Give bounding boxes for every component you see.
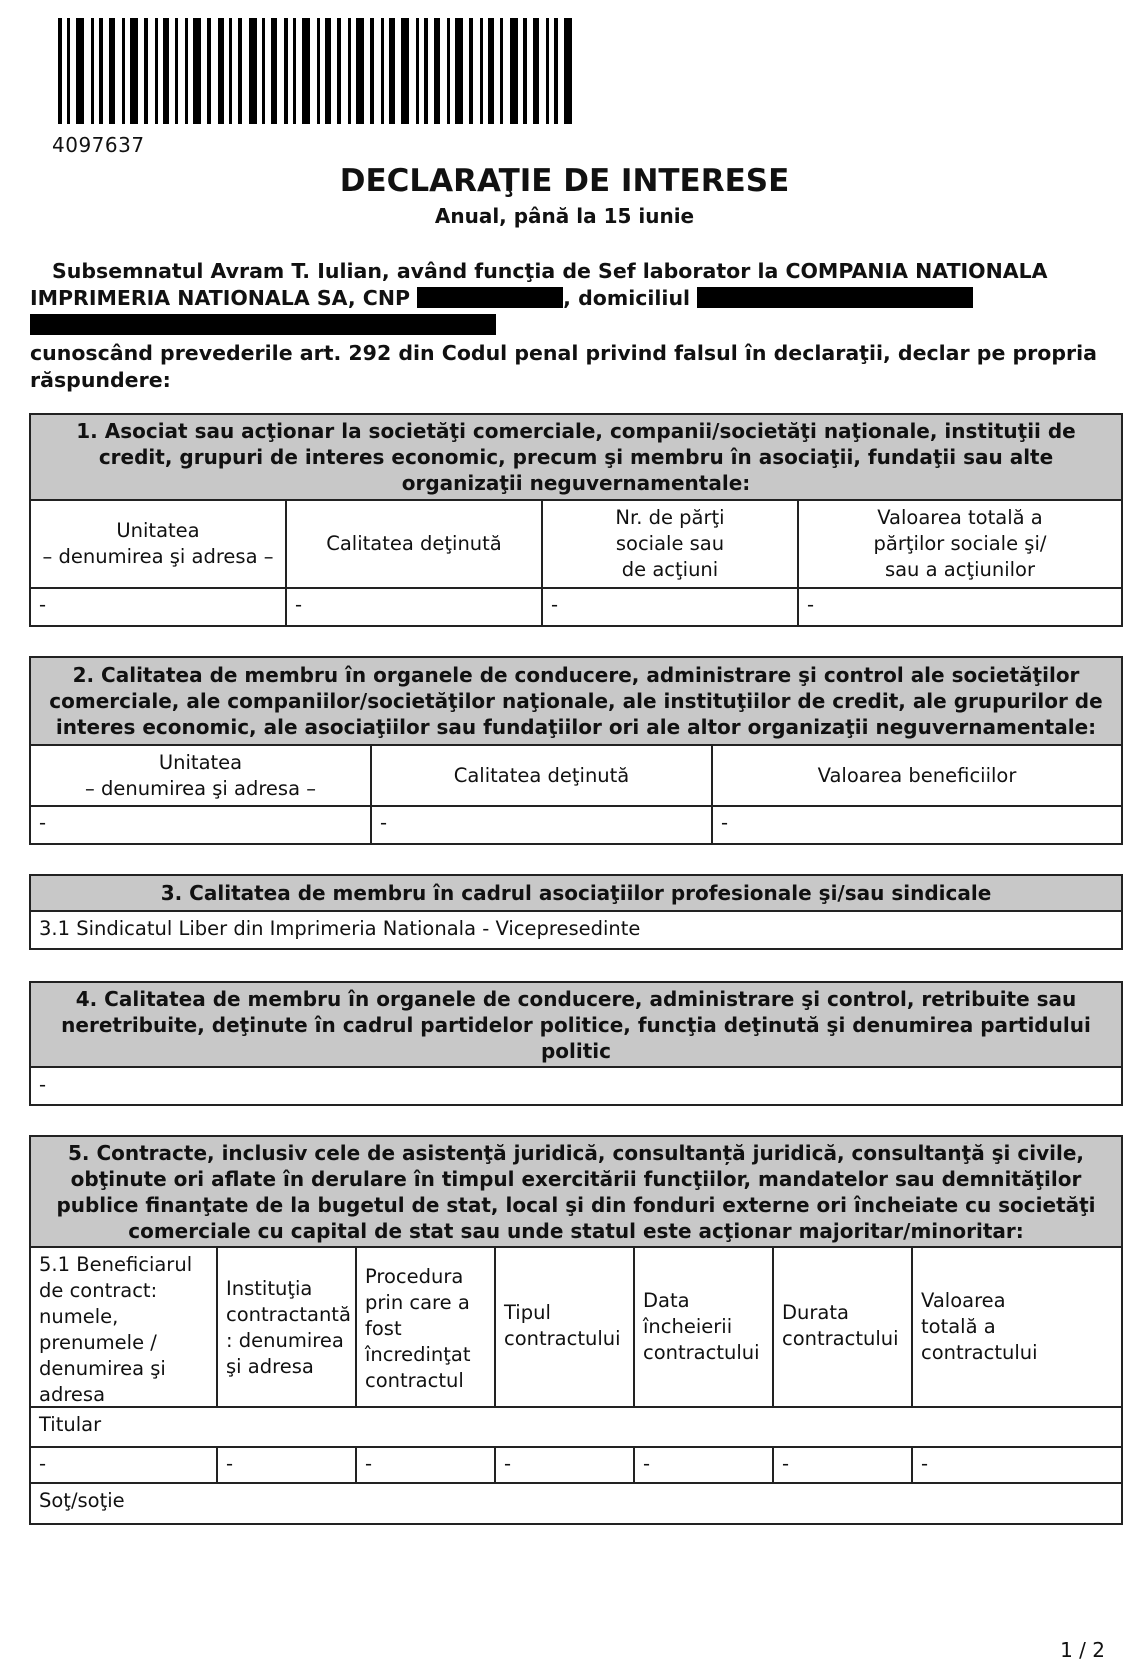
column-header: Valoarea totală a contractului <box>921 1289 1038 1364</box>
column-header: Unitatea – denumirea şi adresa – <box>31 746 372 805</box>
column-header: Nr. de părţi sociale sau de acţiuni <box>543 501 799 587</box>
table-cell: - <box>921 1452 929 1475</box>
section-4-title: 4. Calitatea de membru în organele de conducere, administrare şi control, retribuite sau neretribuite, deţinute în cadrul partidelor politice, funcţia deţinută şi denumirea partidului politic <box>31 983 1121 1068</box>
section-1-shareholdings <box>29 413 1123 627</box>
section-5-contracts <box>29 1135 1123 1525</box>
table-header-row <box>31 746 1121 807</box>
table-row <box>31 807 1121 843</box>
table-cell: - <box>218 1448 357 1482</box>
page-subtitle: Anual, până la 15 iunie <box>434 204 695 228</box>
section-3-title: 3. Calitatea de membru în cadrul asociaţiilor profesionale şi/sau sindicale <box>31 876 1121 912</box>
table-cell: - <box>31 589 287 625</box>
domicile-label: , domiciliul <box>563 286 691 310</box>
declarant-text: Subsemnatul Avram T. Iulian, având funcţia de Sef laborator la COMPANIA NATIONALA IMPRIMERIA NATIONALA SA, CNP <box>30 259 1048 310</box>
column-header: Data încheierii contractului <box>635 1248 774 1406</box>
legal-statement <box>30 340 1105 394</box>
column-header: Unitatea – denumirea şi adresa – <box>31 501 287 587</box>
document-number: 4097637 <box>52 133 145 157</box>
titular-row <box>31 1408 1121 1448</box>
column-header: Valoarea beneficiilor <box>817 763 1017 787</box>
column-header: Valoarea totală a părţilor sociale şi/ sau a acţiunilor <box>873 506 1047 581</box>
titular-label: Titular <box>39 1413 102 1436</box>
section-2-title: 2. Calitatea de membru în organele de conducere, administrare şi control ale societăţilor comerciale, ale companiilor/societăţilor naţionale, ale instituţiilor de credit, ale grupurilor de interes economic, ale asociaţiilor sau fundaţiilor ori ale altor organizaţii neguvernamentale: <box>31 658 1121 746</box>
column-header: Durata contractului <box>774 1248 913 1406</box>
redacted-address-continued <box>30 314 496 335</box>
page-title: DECLARAŢIE DE INTERESE <box>339 163 790 199</box>
column-header: Calitatea deţinută <box>287 501 543 587</box>
declarant-statement <box>30 258 1105 339</box>
table-cell: - <box>31 1448 218 1482</box>
table-cell: - <box>635 1448 774 1482</box>
legal-statement-text: cunoscând prevederile art. 292 din Codul penal privind falsul în declaraţii, declar pe propria răspundere: <box>30 341 1097 392</box>
section-1-title: 1. Asociat sau acţionar la societăţi comerciale, companii/societăţi naţionale, instituţii de credit, grupuri de interes economic, precum şi membru în asociaţii, fundaţii sau alte organizaţii neguvernamentale: <box>31 415 1121 501</box>
table-cell: - <box>357 1448 496 1482</box>
table-header-row <box>31 1248 1121 1408</box>
table-cell: - <box>774 1448 913 1482</box>
column-header: 5.1 Beneficiarul de contract: numele, prenumele / denumirea şi adresa <box>31 1248 218 1406</box>
redacted-address <box>697 287 973 308</box>
section-3-professional-associations <box>29 874 1123 950</box>
spouse-label: Soţ/soţie <box>39 1489 125 1512</box>
page-number: 1 / 2 <box>1060 1638 1105 1662</box>
spouse-row <box>31 1484 1121 1523</box>
barcode-icon <box>58 18 626 124</box>
table-header-row <box>31 501 1121 589</box>
column-header: Calitatea deţinută <box>372 746 713 805</box>
column-header: Tipul contractului <box>496 1248 635 1406</box>
table-cell: - <box>287 589 543 625</box>
section-5-title: 5. Contracte, inclusiv cele de asistenţă juridică, consultanță juridică, consultanţă şi civile, obţinute ori aflate în derulare în timpul exercitării funcţiilor, mandatelor sau demnităţilor publice finanţate de la bugetul de stat, local şi din fonduri externe ori încheiate cu societăţi comerciale cu capital de stat sau unde statul este acţionar majoritar/minoritar: <box>31 1137 1121 1248</box>
section-2-management-roles <box>29 656 1123 845</box>
table-cell: - <box>807 593 815 616</box>
table-cell: - <box>372 807 713 843</box>
column-header: Instituţia contractantă : denumirea şi adresa <box>218 1248 357 1406</box>
column-header: Procedura prin care a fost încredinţat contractul <box>357 1248 496 1406</box>
table-row <box>31 1448 1121 1484</box>
table-cell: - <box>496 1448 635 1482</box>
section-3-entry: 3.1 Sindicatul Liber din Imprimeria Nationala - Vicepresedinte <box>39 917 641 940</box>
table-cell: - <box>543 589 799 625</box>
table-row <box>31 589 1121 625</box>
section-4-political-parties <box>29 981 1123 1106</box>
section-4-entry: - <box>39 1073 47 1096</box>
table-cell: - <box>31 807 372 843</box>
redacted-cnp <box>417 287 563 308</box>
table-cell: - <box>721 811 729 834</box>
